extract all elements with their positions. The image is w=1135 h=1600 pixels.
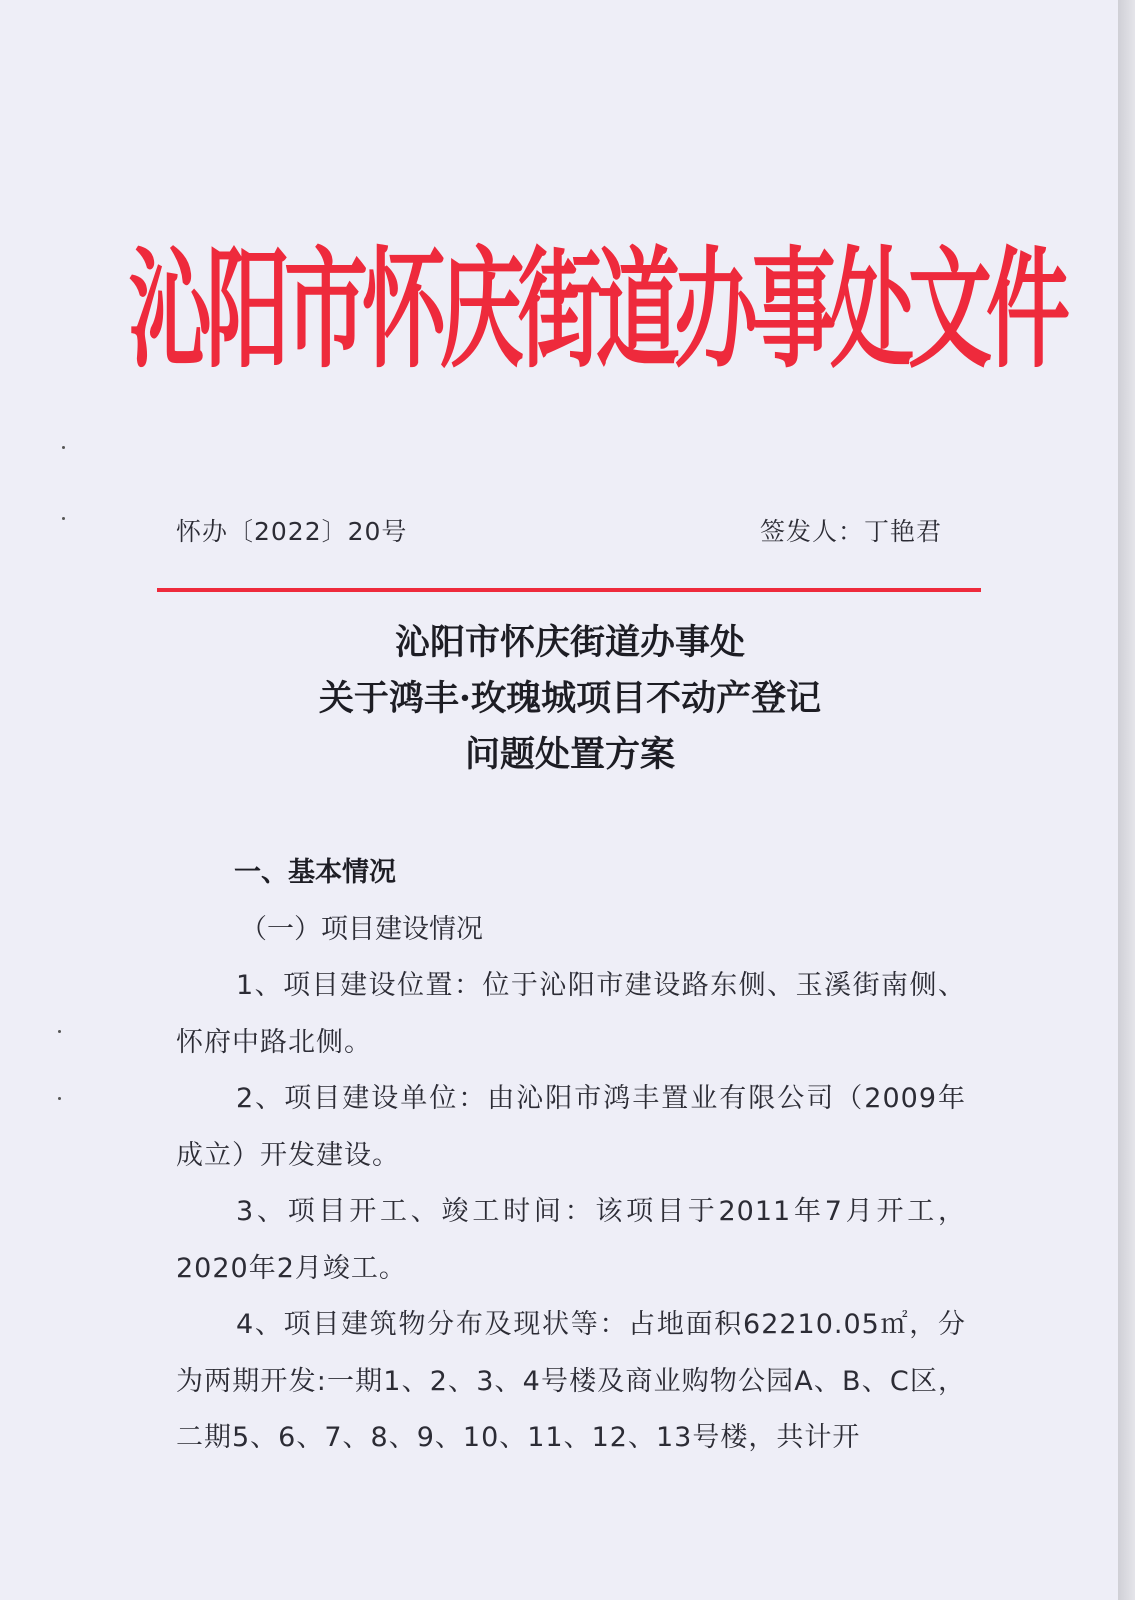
section-heading: 一、基本情况	[234, 857, 396, 888]
paragraph-item-3: 3、项目开工、竣工时间：该项目于2011年7月开工，2020年2月竣工。	[176, 1196, 966, 1284]
title-line-1: 沁阳市怀庆街道办事处	[394, 622, 745, 663]
binding-hole-mark	[58, 1030, 61, 1033]
red-divider-line	[157, 588, 981, 592]
paragraph-item-4: 4、项目建筑物分布及现状等：占地面积62210.05㎡，分为两期开发:一期1、2、3、4号楼及商业购物公园A、B、C区，二期5、6、7、8、9、10、11、12、13号楼，共计开	[176, 1309, 966, 1453]
binding-hole-mark	[62, 517, 65, 520]
document-body	[176, 845, 966, 1467]
binding-hole-mark	[62, 446, 65, 449]
subsection-heading: （一）项目建设情况	[240, 913, 483, 945]
issuer-signature: 签发人：丁艳君	[760, 517, 943, 546]
title-line-2: 关于鸿丰·玫瑰城项目不动产登记	[318, 678, 822, 719]
paragraph-item-2: 2、项目建设单位：由沁阳市鸿丰置业有限公司（2009年成立）开发建设。	[176, 1083, 966, 1171]
red-header-title: 沁阳市怀庆街道办事处文件	[128, 232, 1065, 386]
binding-hole-mark	[58, 1097, 61, 1100]
document-title	[160, 615, 980, 783]
scan-edge-shadow	[1118, 0, 1135, 1600]
title-line-3: 问题处置方案	[464, 734, 675, 775]
document-number: 怀办〔2022〕20号	[176, 517, 408, 546]
paragraph-item-1: 1、项目建设位置：位于沁阳市建设路东侧、玉溪街南侧、怀府中路北侧。	[176, 970, 966, 1058]
